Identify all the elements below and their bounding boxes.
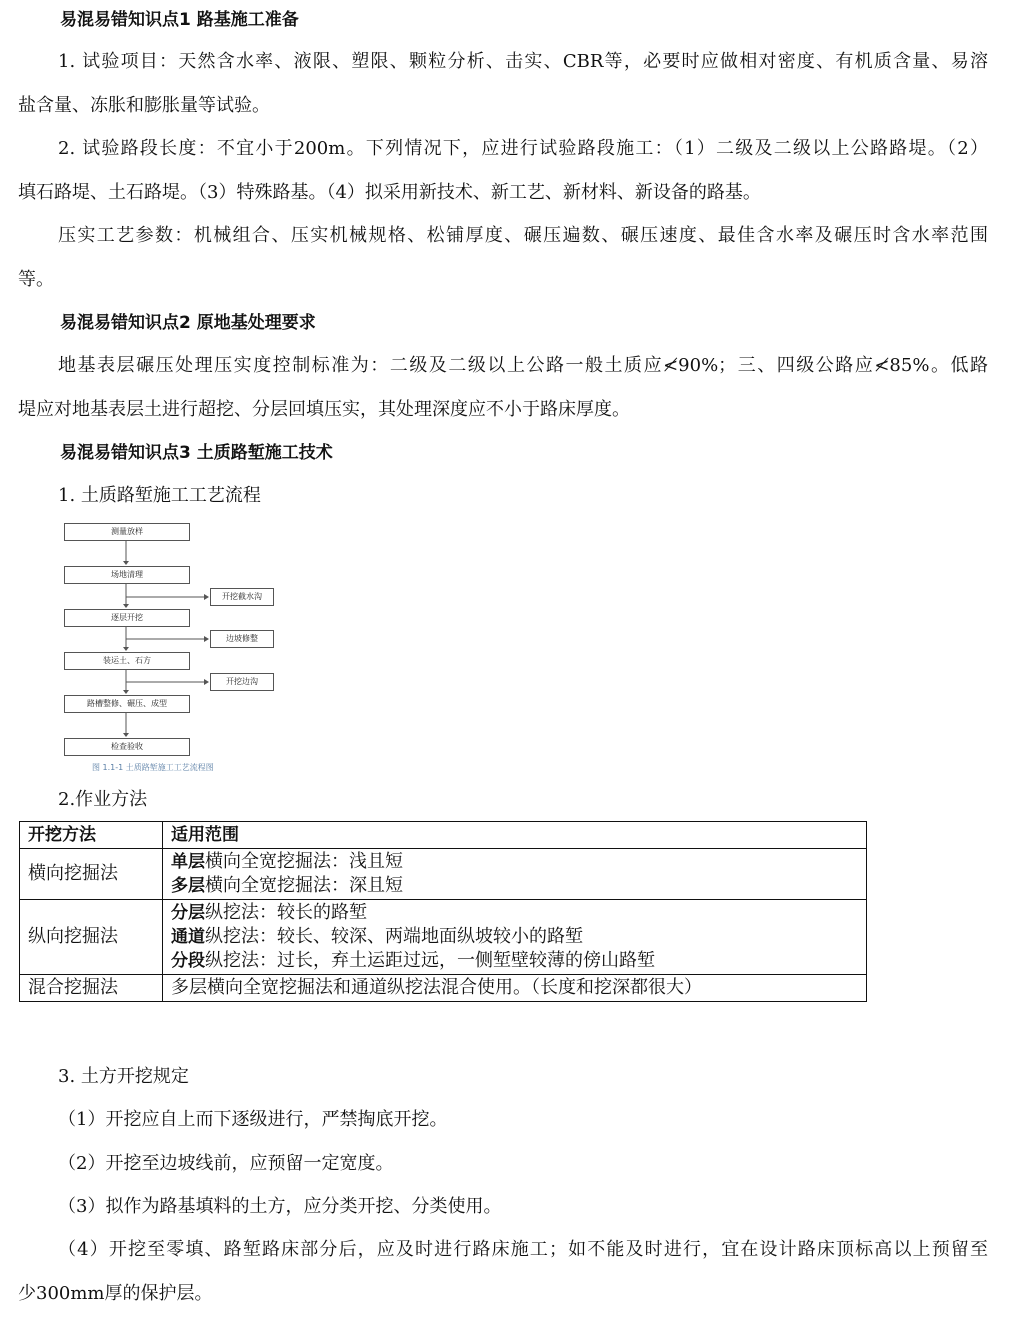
section1-item1-line1: 1. 试验项目：天然含水率、液限、塑限、颗粒分析、击实、CBR等，必要时应做相对密度、有机质含量、易溶 [58, 51, 988, 72]
section3-subheading-flow: 1. 土质路堑施工工艺流程 [58, 485, 261, 506]
rule-4-line1: （4）开挖至零填、路堑路床部分后，应及时进行路床施工；如不能及时进行，宜在设计路床顶标高以上预留至 [58, 1239, 988, 1260]
section1-item3-line1: 压实工艺参数：机械组合、压实机械规格、松铺厚度、碾压遍数、碾压速度、最佳含水率及碾压时含水率范围 [58, 225, 988, 246]
section1-item2-line2: 填石路堤、土石路堤。（3）特殊路基。（4）拟采用新技术、新工艺、新材料、新设备的路基。 [18, 182, 761, 203]
flow-step-excavation: 逐层开挖 [64, 609, 190, 627]
scope-line [171, 850, 858, 874]
section3-subheading-rules: 3. 土方开挖规定 [58, 1066, 189, 1087]
scope-line-keyword: 通道 [171, 927, 205, 947]
section3-heading: 易混易错知识点3 土质路堑施工技术 [60, 443, 333, 463]
table-row [20, 849, 867, 900]
method-cell: 纵向挖掘法 [20, 900, 163, 975]
rule-4-line2: 少300mm厚的保护层。 [18, 1283, 213, 1304]
flow-side-slope-trim: 边坡修整 [210, 630, 274, 648]
rule-1: （1）开挖应自上而下逐级进行，严禁掏底开挖。 [58, 1109, 448, 1130]
section2-line2: 堤应对地基表层土进行超挖、分层回填压实，其处理深度应不小于路床厚度。 [18, 399, 630, 420]
flow-step-inspection: 检查验收 [64, 738, 190, 756]
flow-step-survey: 测量放样 [64, 523, 190, 541]
flow-step-clearing: 场地清理 [64, 566, 190, 584]
section1-heading: 易混易错知识点1 路基施工准备 [60, 10, 299, 30]
section2-line1: 地基表层碾压处理压实度控制标准为：二级及二级以上公路一般土质应≮90%；三、四级公路应≮85%。低路 [58, 355, 988, 376]
section2-heading: 易混易错知识点2 原地基处理要求 [60, 313, 316, 333]
scope-line-text: 纵挖法：较长的路堑 [205, 902, 367, 923]
flow-side-side-ditch: 开挖边沟 [210, 673, 274, 691]
scope-line-keyword: 单层 [171, 852, 205, 872]
scope-cell [163, 849, 867, 900]
table-header-scope: 适用范围 [163, 822, 867, 849]
section3-subheading-methods: 2.作业方法 [58, 789, 148, 810]
scope-line-text: 横向全宽挖掘法：深且短 [205, 875, 403, 896]
scope-line-keyword: 分段 [171, 951, 205, 971]
scope-line-text: 纵挖法：过长，弃土运距过远，一侧堑壁较薄的傍山路堑 [205, 950, 655, 971]
scope-line [171, 925, 858, 949]
scope-cell [163, 900, 867, 975]
flowchart [62, 516, 302, 780]
methods-table [19, 821, 867, 1002]
scope-line [171, 901, 858, 925]
table-row [20, 975, 867, 1002]
table-row [20, 900, 867, 975]
scope-cell [163, 975, 867, 1002]
table-header-method: 开挖方法 [20, 822, 163, 849]
scope-line-text: 横向全宽挖掘法：浅且短 [205, 851, 403, 872]
scope-line-keyword: 多层 [171, 876, 205, 896]
method-cell: 横向挖掘法 [20, 849, 163, 900]
table-header-row [20, 822, 867, 849]
scope-line [171, 949, 858, 973]
rule-3: （3）拟作为路基填料的土方，应分类开挖、分类使用。 [58, 1196, 502, 1217]
scope-line [171, 976, 858, 1000]
scope-line-keyword: 分层 [171, 903, 205, 923]
scope-line-text: 纵挖法：较长、较深、两端地面纵坡较小的路堑 [205, 926, 583, 947]
flow-side-intercept-ditch: 开挖截水沟 [210, 588, 274, 606]
section1-item2-line1: 2. 试验路段长度：不宜小于200m。下列情况下，应进行试验路段施工：（1）二级及二级以上公路路堤。（2） [58, 138, 988, 159]
scope-line [171, 874, 858, 898]
flow-step-trimming: 路槽整修、碾压、成型 [64, 695, 190, 713]
flow-step-haul: 装运土、石方 [64, 652, 190, 670]
rule-2: （2）开挖至边坡线前，应预留一定宽度。 [58, 1153, 394, 1174]
flowchart-caption: 图 1.1-1 土质路堑施工工艺流程图 [92, 763, 214, 772]
method-cell: 混合挖掘法 [20, 975, 163, 1002]
section1-item1-line2: 盐含量、冻胀和膨胀量等试验。 [18, 95, 270, 116]
scope-line-text: 多层横向全宽挖掘法和通道纵挖法混合使用。（长度和挖深都很大） [171, 977, 702, 998]
section1-item3-line2: 等。 [18, 269, 54, 290]
